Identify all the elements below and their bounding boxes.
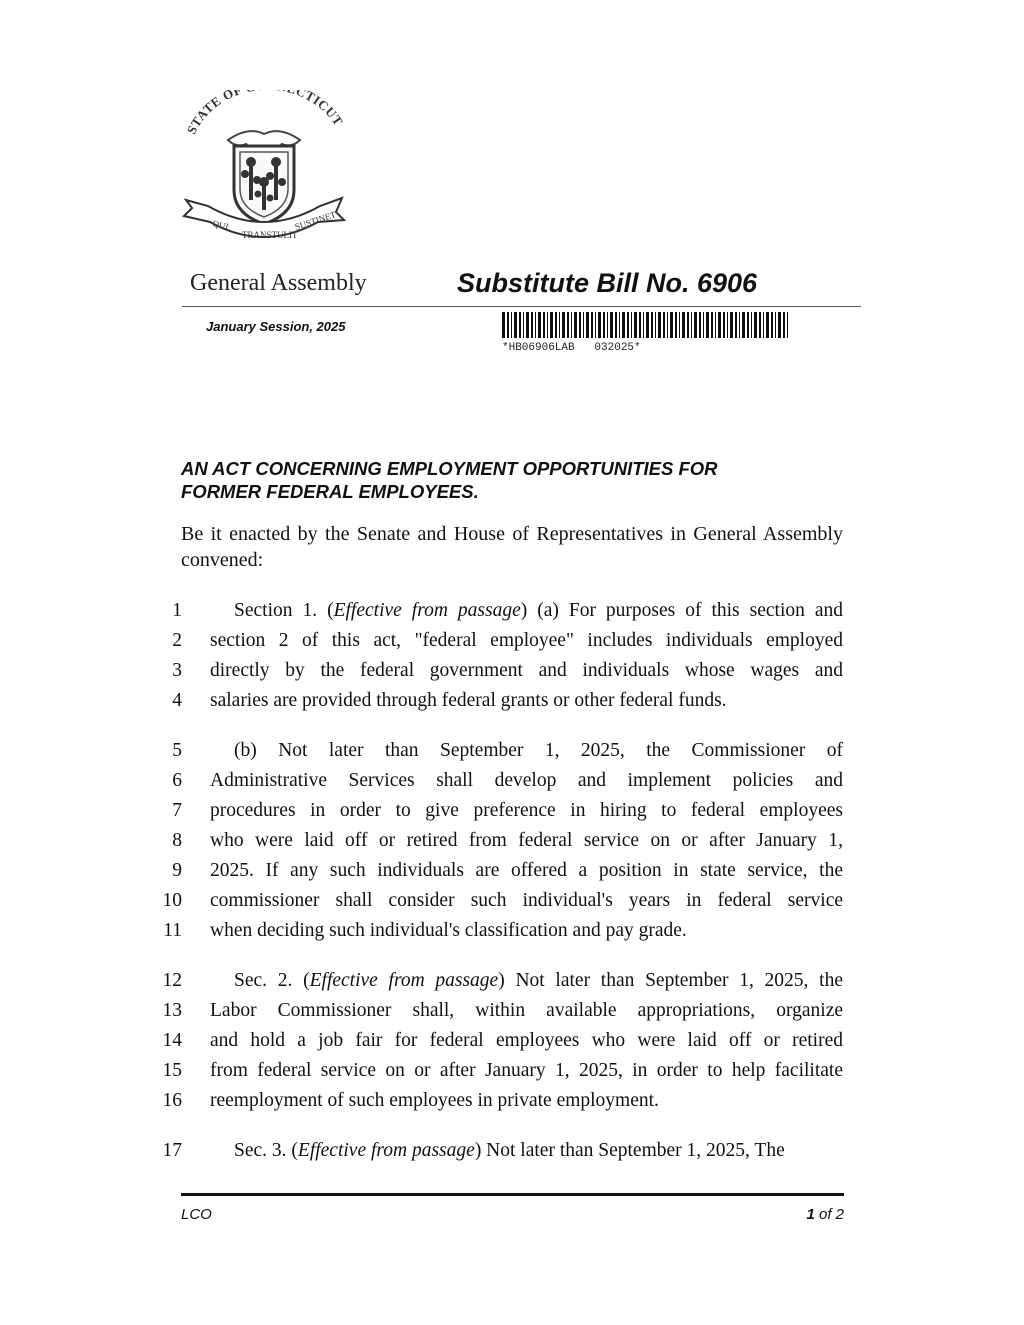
bill-text-line — [210, 856, 843, 886]
line-number: 8 — [172, 830, 182, 851]
barcode-bar — [543, 312, 545, 338]
barcode-bar — [622, 312, 625, 338]
barcode-bar — [603, 312, 605, 338]
bill-text-line — [210, 596, 843, 626]
barcode-bar — [562, 312, 565, 338]
act-title-line: FORMER FEDERAL EMPLOYEES. — [181, 481, 479, 502]
bill-text-line — [210, 1086, 843, 1116]
bill-text-line — [210, 626, 843, 656]
line-number: 11 — [163, 920, 182, 941]
bill-text-line — [210, 916, 843, 946]
text-run: 2025. If any such individuals are offered a position in state service, the — [210, 860, 843, 881]
act-title-line: AN ACT CONCERNING EMPLOYMENT OPPORTUNITIES FOR — [181, 458, 718, 479]
barcode-bar — [583, 312, 584, 338]
barcode-bar — [526, 312, 529, 338]
text-run: who were laid off or retired from federal service on or after January 1, — [210, 830, 843, 851]
barcode-bar — [519, 312, 521, 338]
footer-divider — [181, 1193, 844, 1196]
barcode-bar — [766, 312, 769, 338]
barcode-bar — [531, 312, 533, 338]
line-number: 10 — [162, 890, 182, 911]
barcode-bar — [723, 312, 725, 338]
barcode-bar — [598, 312, 601, 338]
barcode-bar — [754, 312, 757, 338]
line-number: 14 — [162, 1030, 182, 1051]
text-run: ) Not later than September 1, 2025, the — [498, 970, 843, 991]
barcode-bar — [639, 312, 641, 338]
barcode-bar — [591, 312, 593, 338]
svg-text:QUI: QUI — [211, 218, 230, 232]
barcode-bar — [699, 312, 701, 338]
line-number: 17 — [162, 1140, 182, 1161]
text-run: Administrative Services shall develop and implement policies and — [210, 770, 843, 791]
barcode-bar — [751, 312, 752, 338]
assembly-label: General Assembly — [190, 270, 367, 296]
barcode-bar — [739, 312, 740, 338]
bill-text-line — [210, 1026, 843, 1056]
bill-text-line — [210, 886, 843, 916]
line-number: 7 — [172, 800, 182, 821]
bill-text-line — [210, 766, 843, 796]
barcode-bar — [610, 312, 613, 338]
text-run: procedures in order to give preference in hiring to federal employees — [210, 800, 843, 821]
bill-text-line — [210, 656, 843, 686]
barcode-bar — [579, 312, 581, 338]
barcode-text: *HB06906LAB 032025* — [502, 342, 641, 354]
barcode — [502, 312, 792, 338]
barcode-bar — [655, 312, 656, 338]
barcode-bar — [747, 312, 749, 338]
barcode-bar — [507, 312, 509, 338]
barcode-bar — [559, 312, 560, 338]
barcode-bar — [514, 312, 517, 338]
barcode-bar — [771, 312, 773, 338]
svg-text:SUSTINET: SUSTINET — [293, 209, 338, 232]
barcode-bar — [567, 312, 569, 338]
session-label: January Session, 2025 — [206, 319, 346, 334]
line-number: 16 — [162, 1090, 182, 1111]
barcode-bar — [670, 312, 673, 338]
text-run: ) (a) For purposes of this section and — [520, 600, 844, 621]
barcode-bar — [763, 312, 764, 338]
barcode-bar — [547, 312, 548, 338]
barcode-bar — [682, 312, 685, 338]
barcode-bar — [663, 312, 665, 338]
barcode-bar — [694, 312, 697, 338]
barcode-bar — [706, 312, 709, 338]
footer-lco: LCO — [181, 1206, 212, 1223]
page-total: of 2 — [814, 1206, 844, 1223]
barcode-bar — [687, 312, 689, 338]
text-run: directly by the federal government and individuals whose wages and — [210, 660, 843, 681]
barcode-bar — [715, 312, 716, 338]
barcode-bar — [646, 312, 649, 338]
barcode-bar — [586, 312, 589, 338]
barcode-bar — [742, 312, 745, 338]
barcode-bar — [627, 312, 629, 338]
barcode-bar — [571, 312, 572, 338]
text-run: commissioner shall consider such individual's years in federal service — [210, 890, 843, 911]
barcode-bar — [555, 312, 557, 338]
effective-date-text: Effective from passage — [297, 1140, 475, 1161]
barcode-bar — [658, 312, 661, 338]
line-number: 15 — [162, 1060, 182, 1081]
bill-text-line — [210, 796, 843, 826]
text-run: from federal service on or after January 1, 2025, in order to help facilitate — [210, 1060, 843, 1081]
enacting-clause: Be it enacted by the Senate and House of Representatives in General Assembly convened: — [181, 523, 843, 571]
text-run: and hold a job fair for federal employees who were laid off or retired — [210, 1030, 843, 1051]
barcode-bar — [574, 312, 577, 338]
barcode-bar — [667, 312, 668, 338]
barcode-bar — [502, 312, 505, 338]
barcode-bar — [675, 312, 677, 338]
barcode-bar — [703, 312, 704, 338]
line-number: 13 — [162, 1000, 182, 1021]
bill-text-line — [210, 1056, 843, 1086]
barcode-bar — [783, 312, 785, 338]
barcode-bar — [615, 312, 617, 338]
barcode-bar — [691, 312, 692, 338]
page-number — [760, 1206, 844, 1223]
barcode-bar — [634, 312, 637, 338]
state-seal-logo — [178, 90, 350, 250]
line-number: 1 — [172, 600, 182, 621]
barcode-bar — [727, 312, 728, 338]
text-run: section 2 of this act, "federal employee" includes individuals employed — [210, 630, 843, 651]
text-run: Sec. 2. ( — [234, 970, 310, 991]
line-number: 6 — [172, 770, 182, 791]
barcode-bar — [711, 312, 713, 338]
line-number: 12 — [162, 970, 182, 991]
line-number: 4 — [172, 690, 182, 711]
bill-text-line — [210, 826, 843, 856]
text-run: Section 1. ( — [234, 600, 334, 621]
svg-text:STATE OF CONNECTICUT: STATE OF CTICUT — [183, 90, 347, 137]
effective-date-text: Effective from passage — [309, 970, 499, 991]
barcode-bar — [775, 312, 776, 338]
barcode-bar — [759, 312, 761, 338]
bill-title: Substitute Bill No. 6906 — [457, 268, 758, 298]
text-run: Sec. 3. ( — [234, 1140, 298, 1161]
text-run: salaries are provided through federal grants or other federal funds. — [210, 690, 727, 711]
header-divider — [182, 306, 861, 307]
barcode-bar — [550, 312, 553, 338]
text-run: reemployment of such employees in private employment. — [210, 1090, 659, 1111]
barcode-bar — [535, 312, 536, 338]
barcode-bar — [643, 312, 644, 338]
bill-text-line — [210, 996, 843, 1026]
bill-text-line — [210, 736, 843, 766]
line-number: 3 — [172, 660, 182, 681]
line-number: 2 — [172, 630, 182, 651]
bill-text-line — [210, 1136, 843, 1166]
text-run: Labor Commissioner shall, within available appropriations, organize — [210, 1000, 843, 1021]
barcode-bar — [778, 312, 781, 338]
line-number: 9 — [172, 860, 182, 881]
bill-text-line — [210, 686, 843, 716]
act-title — [181, 457, 821, 503]
barcode-bar — [619, 312, 620, 338]
line-number: 5 — [172, 740, 182, 761]
barcode-bar — [679, 312, 680, 338]
effective-date-text: Effective from passage — [333, 600, 521, 621]
barcode-bar — [651, 312, 653, 338]
barcode-bar — [735, 312, 737, 338]
barcode-bar — [538, 312, 541, 338]
page-current: 1 — [806, 1206, 815, 1223]
barcode-bar — [631, 312, 632, 338]
barcode-bar — [595, 312, 596, 338]
bill-text-line — [210, 966, 843, 996]
barcode-bar — [607, 312, 608, 338]
text-run: ) Not later than September 1, 2025, The — [474, 1140, 785, 1161]
text-run: (b) Not later than September 1, 2025, the Commissioner of — [234, 740, 843, 761]
barcode-bar — [511, 312, 512, 338]
text-run: when deciding such individual's classification and pay grade. — [210, 920, 687, 941]
barcode-bar — [718, 312, 721, 338]
barcode-bar — [730, 312, 733, 338]
svg-text:TRANSTULIT: TRANSTULIT — [242, 230, 298, 240]
barcode-bar — [787, 312, 788, 338]
barcode-bar — [523, 312, 524, 338]
